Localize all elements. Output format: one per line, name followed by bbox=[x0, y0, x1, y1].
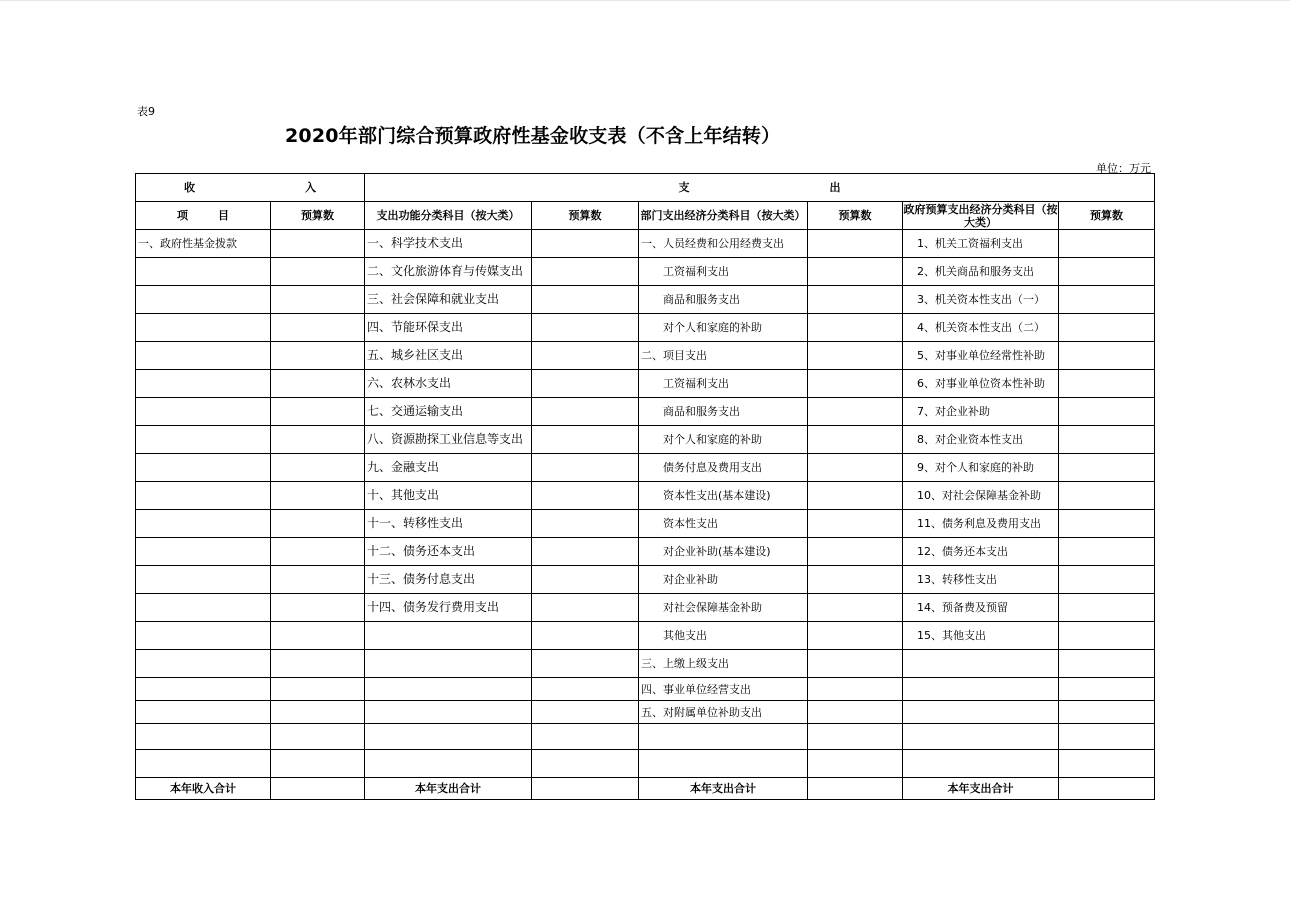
gov-budget bbox=[1059, 622, 1155, 650]
income-budget bbox=[271, 650, 365, 678]
dept-item: 商品和服务支出 bbox=[639, 286, 808, 314]
dept-budget bbox=[808, 230, 903, 258]
func-item: 八、资源勘探工业信息等支出 bbox=[365, 426, 532, 454]
income-budget bbox=[271, 678, 365, 701]
blank-row bbox=[136, 750, 1155, 778]
gov-budget bbox=[1059, 398, 1155, 426]
dept-budget bbox=[808, 286, 903, 314]
func-item: 四、节能环保支出 bbox=[365, 314, 532, 342]
table-row bbox=[136, 510, 1155, 538]
income-item bbox=[136, 622, 271, 650]
income-budget bbox=[271, 594, 365, 622]
gov-item: 3、机关资本性支出（一） bbox=[903, 286, 1059, 314]
table-row bbox=[136, 314, 1155, 342]
func-budget bbox=[532, 678, 639, 701]
func-item: 十四、债务发行费用支出 bbox=[365, 594, 532, 622]
table-row bbox=[136, 701, 1155, 724]
gov-budget bbox=[1059, 342, 1155, 370]
func-budget bbox=[532, 482, 639, 510]
func-budget bbox=[532, 622, 639, 650]
gov-item: 12、债务还本支出 bbox=[903, 538, 1059, 566]
func-item: 十二、债务还本支出 bbox=[365, 538, 532, 566]
income-budget-header: 预算数 bbox=[271, 202, 365, 230]
income-budget bbox=[271, 314, 365, 342]
dept-item: 二、项目支出 bbox=[639, 342, 808, 370]
gov-item: 14、预备费及预留 bbox=[903, 594, 1059, 622]
table-row bbox=[136, 398, 1155, 426]
table-row bbox=[136, 538, 1155, 566]
gov-budget bbox=[1059, 594, 1155, 622]
dept-item: 对个人和家庭的补助 bbox=[639, 314, 808, 342]
gov-total-label: 本年支出合计 bbox=[903, 778, 1059, 800]
expense-header bbox=[365, 174, 1155, 202]
income-item bbox=[136, 398, 271, 426]
table-number: 表9 bbox=[137, 105, 155, 118]
income-item bbox=[136, 314, 271, 342]
income-budget bbox=[271, 342, 365, 370]
income-budget bbox=[271, 454, 365, 482]
gov-budget bbox=[1059, 258, 1155, 286]
income-budget bbox=[271, 622, 365, 650]
func-budget bbox=[532, 594, 639, 622]
gov-total-value bbox=[1059, 778, 1155, 800]
func-budget bbox=[532, 258, 639, 286]
func-item: 五、城乡社区支出 bbox=[365, 342, 532, 370]
gov-item bbox=[903, 678, 1059, 701]
income-item bbox=[136, 426, 271, 454]
table-row bbox=[136, 594, 1155, 622]
table-row bbox=[136, 258, 1155, 286]
table-row bbox=[136, 230, 1155, 258]
func-budget bbox=[532, 650, 639, 678]
func-item bbox=[365, 622, 532, 650]
income-item bbox=[136, 370, 271, 398]
dept-item: 工资福利支出 bbox=[639, 370, 808, 398]
income-item bbox=[136, 258, 271, 286]
gov-item: 9、对个人和家庭的补助 bbox=[903, 454, 1059, 482]
table-row bbox=[136, 454, 1155, 482]
gov-econ-header: 政府预算支出经济分类科目（按大类） bbox=[903, 202, 1058, 229]
table-row bbox=[136, 566, 1155, 594]
item-header-char-2: 目 bbox=[218, 209, 229, 222]
gov-item: 13、转移性支出 bbox=[903, 566, 1059, 594]
totals-row bbox=[136, 778, 1155, 800]
dept-item: 对企业补助 bbox=[639, 566, 808, 594]
func-total-value bbox=[532, 778, 639, 800]
dept-budget bbox=[808, 426, 903, 454]
func-item: 七、交通运输支出 bbox=[365, 398, 532, 426]
dept-item: 五、对附属单位补助支出 bbox=[639, 701, 808, 724]
func-class-header: 支出功能分类科目（按大类） bbox=[365, 202, 532, 230]
gov-item: 6、对事业单位资本性补助 bbox=[903, 370, 1059, 398]
func-item: 二、文化旅游体育与传媒支出 bbox=[365, 258, 532, 286]
gov-budget bbox=[1059, 314, 1155, 342]
dept-budget bbox=[808, 622, 903, 650]
func-budget-header: 预算数 bbox=[532, 202, 639, 230]
gov-item: 4、机关资本性支出（二） bbox=[903, 314, 1059, 342]
gov-budget bbox=[1059, 426, 1155, 454]
income-total-value bbox=[271, 778, 365, 800]
dept-budget bbox=[808, 258, 903, 286]
income-budget bbox=[271, 258, 365, 286]
func-budget bbox=[532, 426, 639, 454]
income-header bbox=[136, 174, 365, 202]
func-item: 六、农林水支出 bbox=[365, 370, 532, 398]
table-row bbox=[136, 678, 1155, 701]
income-budget bbox=[271, 510, 365, 538]
dept-budget-header: 预算数 bbox=[808, 202, 903, 230]
table-row bbox=[136, 622, 1155, 650]
income-item bbox=[136, 650, 271, 678]
dept-item: 四、事业单位经营支出 bbox=[639, 678, 808, 701]
dept-budget bbox=[808, 678, 903, 701]
table-row bbox=[136, 286, 1155, 314]
table-row bbox=[136, 342, 1155, 370]
func-budget bbox=[532, 398, 639, 426]
gov-item: 7、对企业补助 bbox=[903, 398, 1059, 426]
expense-header-char-2: 出 bbox=[829, 181, 841, 194]
func-item: 十三、债务付息支出 bbox=[365, 566, 532, 594]
gov-budget bbox=[1059, 701, 1155, 724]
blank-row bbox=[136, 724, 1155, 750]
gov-item: 15、其他支出 bbox=[903, 622, 1059, 650]
gov-item bbox=[903, 650, 1059, 678]
dept-item: 其他支出 bbox=[639, 622, 808, 650]
income-budget bbox=[271, 286, 365, 314]
gov-item: 8、对企业资本性支出 bbox=[903, 426, 1059, 454]
gov-budget bbox=[1059, 538, 1155, 566]
table-row bbox=[136, 426, 1155, 454]
func-item bbox=[365, 650, 532, 678]
dept-item: 对个人和家庭的补助 bbox=[639, 426, 808, 454]
gov-budget bbox=[1059, 482, 1155, 510]
income-budget bbox=[271, 566, 365, 594]
func-item bbox=[365, 678, 532, 701]
income-item bbox=[136, 482, 271, 510]
gov-item: 5、对事业单位经常性补助 bbox=[903, 342, 1059, 370]
func-total-label: 本年支出合计 bbox=[365, 778, 532, 800]
dept-budget bbox=[808, 650, 903, 678]
income-budget bbox=[271, 538, 365, 566]
func-budget bbox=[532, 370, 639, 398]
gov-item: 10、对社会保障基金补助 bbox=[903, 482, 1059, 510]
func-item: 十一、转移性支出 bbox=[365, 510, 532, 538]
dept-budget bbox=[808, 566, 903, 594]
gov-budget bbox=[1059, 650, 1155, 678]
income-item bbox=[136, 594, 271, 622]
income-item bbox=[136, 286, 271, 314]
dept-item: 三、上缴上级支出 bbox=[639, 650, 808, 678]
gov-item: 1、机关工资福利支出 bbox=[903, 230, 1059, 258]
gov-item bbox=[903, 701, 1059, 724]
func-item: 九、金融支出 bbox=[365, 454, 532, 482]
dept-budget bbox=[808, 510, 903, 538]
dept-item: 资本性支出(基本建设) bbox=[639, 482, 808, 510]
header-row-2 bbox=[136, 202, 1155, 230]
func-budget bbox=[532, 314, 639, 342]
func-budget bbox=[532, 538, 639, 566]
dept-total-label: 本年支出合计 bbox=[639, 778, 808, 800]
dept-item: 一、人员经费和公用经费支出 bbox=[639, 230, 808, 258]
item-header bbox=[136, 202, 271, 230]
dept-item: 资本性支出 bbox=[639, 510, 808, 538]
income-header-char-2: 入 bbox=[305, 181, 316, 194]
dept-item: 对企业补助(基本建设) bbox=[639, 538, 808, 566]
income-item bbox=[136, 510, 271, 538]
dept-budget bbox=[808, 594, 903, 622]
dept-budget bbox=[808, 342, 903, 370]
dept-budget bbox=[808, 454, 903, 482]
func-budget bbox=[532, 510, 639, 538]
expense-header-char-1: 支 bbox=[678, 181, 690, 194]
func-budget bbox=[532, 342, 639, 370]
income-budget bbox=[271, 426, 365, 454]
gov-budget-header: 预算数 bbox=[1059, 202, 1155, 230]
gov-budget bbox=[1059, 454, 1155, 482]
table-row bbox=[136, 482, 1155, 510]
item-header-char-1: 项 bbox=[177, 209, 188, 222]
gov-budget bbox=[1059, 566, 1155, 594]
gov-budget bbox=[1059, 510, 1155, 538]
income-budget bbox=[271, 398, 365, 426]
income-budget bbox=[271, 230, 365, 258]
dept-budget bbox=[808, 538, 903, 566]
income-budget bbox=[271, 701, 365, 724]
dept-budget bbox=[808, 370, 903, 398]
gov-item: 2、机关商品和服务支出 bbox=[903, 258, 1059, 286]
gov-budget bbox=[1059, 230, 1155, 258]
dept-total-value bbox=[808, 778, 903, 800]
func-budget bbox=[532, 566, 639, 594]
income-item bbox=[136, 454, 271, 482]
func-budget bbox=[532, 230, 639, 258]
dept-item: 商品和服务支出 bbox=[639, 398, 808, 426]
dept-item: 债务付息及费用支出 bbox=[639, 454, 808, 482]
page-title: 2020年部门综合预算政府性基金收支表（不含上年结转） bbox=[285, 125, 781, 147]
income-item bbox=[136, 701, 271, 724]
gov-item: 11、债务利息及费用支出 bbox=[903, 510, 1059, 538]
page-top-border bbox=[0, 0, 1290, 1]
income-budget bbox=[271, 370, 365, 398]
func-budget bbox=[532, 286, 639, 314]
budget-table bbox=[135, 173, 1155, 800]
dept-econ-header: 部门支出经济分类科目（按大类） bbox=[639, 202, 808, 230]
func-item: 三、社会保障和就业支出 bbox=[365, 286, 532, 314]
func-item bbox=[365, 701, 532, 724]
income-item bbox=[136, 538, 271, 566]
income-budget bbox=[271, 482, 365, 510]
dept-budget bbox=[808, 482, 903, 510]
header-row-1 bbox=[136, 174, 1155, 202]
income-item bbox=[136, 342, 271, 370]
income-item: 一、政府性基金拨款 bbox=[136, 230, 271, 258]
table-row bbox=[136, 650, 1155, 678]
dept-budget bbox=[808, 314, 903, 342]
func-budget bbox=[532, 454, 639, 482]
income-item bbox=[136, 566, 271, 594]
income-item bbox=[136, 678, 271, 701]
dept-item: 对社会保障基金补助 bbox=[639, 594, 808, 622]
income-total-label: 本年收入合计 bbox=[136, 778, 271, 800]
income-header-char-1: 收 bbox=[184, 181, 195, 194]
gov-budget bbox=[1059, 678, 1155, 701]
table-row bbox=[136, 370, 1155, 398]
gov-budget bbox=[1059, 286, 1155, 314]
func-budget bbox=[532, 701, 639, 724]
dept-budget bbox=[808, 398, 903, 426]
unit-label: 单位：万元 bbox=[1096, 162, 1151, 175]
func-item: 十、其他支出 bbox=[365, 482, 532, 510]
func-item: 一、科学技术支出 bbox=[365, 230, 532, 258]
dept-budget bbox=[808, 701, 903, 724]
dept-item: 工资福利支出 bbox=[639, 258, 808, 286]
gov-budget bbox=[1059, 370, 1155, 398]
